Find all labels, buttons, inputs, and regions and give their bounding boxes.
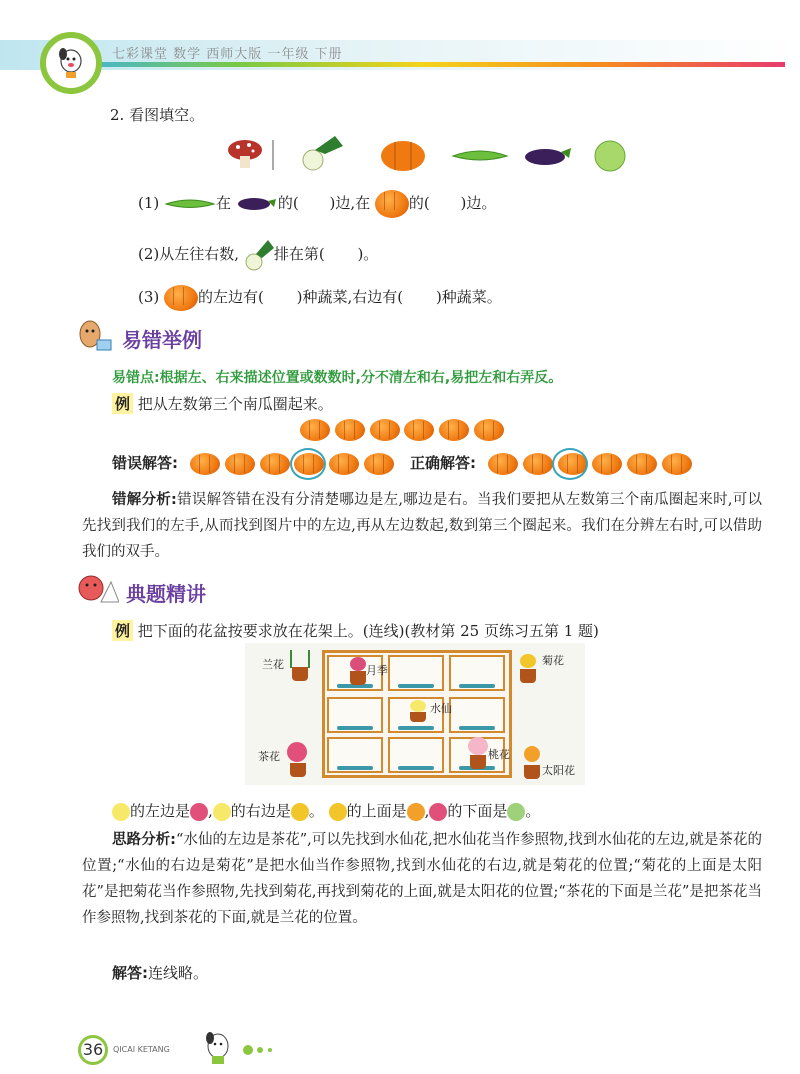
clue-text2: , [208, 802, 213, 820]
q2-part3-text1: 的左边有( [198, 288, 264, 306]
chrysanthemum-icon [291, 803, 309, 821]
q2-part1-text5: )边。 [460, 194, 497, 212]
pumpkin-icon [381, 141, 425, 171]
label-yueji: 月季 [366, 664, 388, 677]
analysis-text: 错误解答错在没有分清楚哪边是左,哪边是右。当我们要把从左数第三个南瓜圈起来时,可以先找到我们的左手,从而找到图片中的左边,再从左边数起,数到第三个圈起来。我们在分辨左右时,可以借助我们的双手。 [82, 492, 762, 560]
shelf-stand [398, 726, 434, 730]
q2-part1-text1: 在 [216, 194, 232, 212]
pumpkin-row [300, 419, 504, 441]
camellia-icon [429, 803, 447, 821]
cabbage-icon [595, 141, 625, 171]
idea-analysis-paragraph [82, 827, 762, 931]
example2-text: 把下面的花盆按要求放在花架上。(连线)(教材第 25 页练习五第 1 题) [137, 622, 599, 640]
pumpkin-icon [439, 419, 469, 441]
q2-part3-text3: )种蔬菜。 [435, 288, 502, 306]
label-taohua: 桃花 [488, 748, 510, 761]
narcissus-pot-icon[interactable] [410, 712, 426, 722]
clue-text1: 的左边是 [130, 802, 191, 820]
q2-part1-text4: 的( [408, 194, 430, 212]
pumpkin-icon [335, 419, 365, 441]
pumpkin-icon [592, 453, 622, 475]
narcissus-flower-icon [410, 700, 426, 712]
chrysanthemum-flower-icon [520, 654, 536, 668]
pumpkin-icon [523, 453, 553, 475]
clue-line [112, 800, 540, 821]
mushroom-icon [228, 140, 262, 168]
sunflower-icon [407, 803, 425, 821]
clue-text3: 的右边是 [230, 802, 291, 820]
pumpkin-icon [370, 419, 400, 441]
mascot-dog-icon [56, 45, 86, 79]
chrysanthemum-icon [329, 803, 347, 821]
pumpkin-icon [300, 419, 330, 441]
error-point: 易错点:根据左、右来描述位置或数数时,分不清左和右,易把左和右弄反。 [112, 370, 563, 386]
section-mascot-icon [75, 572, 119, 606]
q2-part1-text2: 的( [277, 194, 299, 212]
clue-text8: 。 [525, 802, 541, 820]
peach-pot-icon[interactable] [470, 755, 486, 769]
q2-part2-text2: 排在第( [273, 245, 325, 263]
radish-icon [244, 238, 274, 272]
analysis-label: 错解分析: [112, 492, 177, 508]
right-circle-mark [552, 448, 588, 480]
wrong-circle-mark [290, 448, 326, 480]
camellia-icon [190, 803, 208, 821]
answer-text: 连线略。 [148, 964, 209, 982]
pumpkin-icon [627, 453, 657, 475]
q2-part1-line [138, 190, 496, 218]
shelf-stand [398, 766, 434, 770]
footer-brand: QICAI KETANG [113, 1045, 170, 1054]
pumpkin-icon [190, 453, 220, 475]
q2-part3-num: (3) [138, 288, 160, 306]
error-analysis-paragraph [82, 487, 762, 565]
chrysanthemum-pot-icon[interactable] [520, 669, 536, 683]
example-tag: 例 [112, 393, 133, 414]
camellia-flower-icon [287, 742, 307, 762]
example2-line [112, 620, 599, 641]
q2-part2-text3: )。 [357, 245, 379, 263]
peapod-icon [164, 196, 216, 212]
eggplant-icon [236, 196, 278, 212]
section-heading-examples: 典题精讲 [126, 582, 206, 606]
right-pumpkin-row [488, 453, 692, 475]
q2-part3-line [138, 285, 502, 311]
shelf-stand [337, 766, 373, 770]
page-number: 36 [78, 1035, 108, 1065]
label-chahua: 茶花 [258, 750, 280, 763]
clue-text6: , [424, 802, 430, 820]
q2-part2-line [138, 238, 378, 272]
clue-text4: 。 [308, 802, 324, 820]
sunflower-pot-icon[interactable] [524, 765, 540, 779]
q2-part1-text3: )边,在 [329, 194, 371, 212]
camellia-pot-icon[interactable] [290, 763, 306, 777]
pumpkin-icon [164, 285, 198, 311]
header-rainbow-stripe [60, 62, 785, 67]
vegetable-row [225, 136, 635, 172]
example1-text: 把从左数第三个南瓜圈起来。 [137, 395, 333, 413]
shelf-stand [398, 684, 434, 688]
label-lanhua: 兰花 [262, 658, 284, 671]
pumpkin-icon [260, 453, 290, 475]
section-heading-errors: 易错举例 [122, 328, 202, 352]
wrong-answer-label: 错误解答: [112, 454, 178, 472]
q2-part2-text1: (2)从左往右数, [138, 245, 240, 263]
pumpkin-icon [225, 453, 255, 475]
pumpkin-icon [474, 419, 504, 441]
section-mascot-icon [75, 318, 115, 354]
label-shuixian: 水仙 [430, 702, 452, 715]
footer-mascot-icon [200, 1028, 280, 1068]
rose-flower-icon [350, 657, 366, 671]
orchid-icon [507, 803, 525, 821]
idea-label: 思路分析: [112, 832, 176, 848]
orchid-pot-icon[interactable] [292, 667, 308, 681]
example1-line [112, 393, 333, 414]
pumpkin-icon [329, 453, 359, 475]
pumpkin-icon [404, 419, 434, 441]
shelf-stand [459, 684, 495, 688]
clue-text5: 的上面是 [346, 802, 407, 820]
q2-part1-num: (1) [138, 194, 160, 212]
header-title: 七彩课堂 数学 西师大版 一年级 下册 [112, 47, 343, 62]
sunflower-flower-icon [524, 746, 540, 762]
eggplant-icon [525, 148, 571, 165]
narcissus-icon [213, 803, 231, 821]
label-juhua: 菊花 [542, 654, 564, 667]
pumpkin-icon [662, 453, 692, 475]
shelf-stand [459, 726, 495, 730]
right-answer-label: 正确解答: [410, 454, 476, 472]
answer-label: 解答: [112, 964, 148, 982]
answer-line [112, 962, 208, 983]
shelf-stand [337, 726, 373, 730]
example-tag: 例 [112, 620, 133, 641]
pumpkin-icon [375, 190, 409, 218]
orchid-leaves-icon [290, 650, 310, 668]
clue-text7: 的下面是 [447, 802, 508, 820]
pumpkin-icon [364, 453, 394, 475]
pumpkin-icon [488, 453, 518, 475]
peapod-icon [453, 151, 507, 160]
narcissus-icon [112, 803, 130, 821]
peach-flower-icon [468, 737, 488, 755]
idea-text: “水仙的左边是茶花”,可以先找到水仙花,把水仙花当作参照物,找到水仙花的左边,就是茶花的位置;“水仙的右边是菊花”是把水仙当作参照物,找到水仙花的右边,就是菊花的位置;“菊花的上面是太阳花”是把菊花当作参照物,先找到菊花,再找到菊花的上面,就是太阳花的位置;“茶花的下面是兰花”是把茶花当作参照物,找到茶花的下面,就是兰花的位置。 [82, 832, 762, 926]
q2-part3-text2: )种蔬菜,右边有( [296, 288, 404, 306]
rose-pot-icon[interactable] [350, 671, 366, 685]
radish-icon [303, 136, 343, 170]
q2-heading: 2. 看图填空。 [110, 106, 205, 124]
label-taiyanghua: 太阳花 [542, 764, 575, 777]
